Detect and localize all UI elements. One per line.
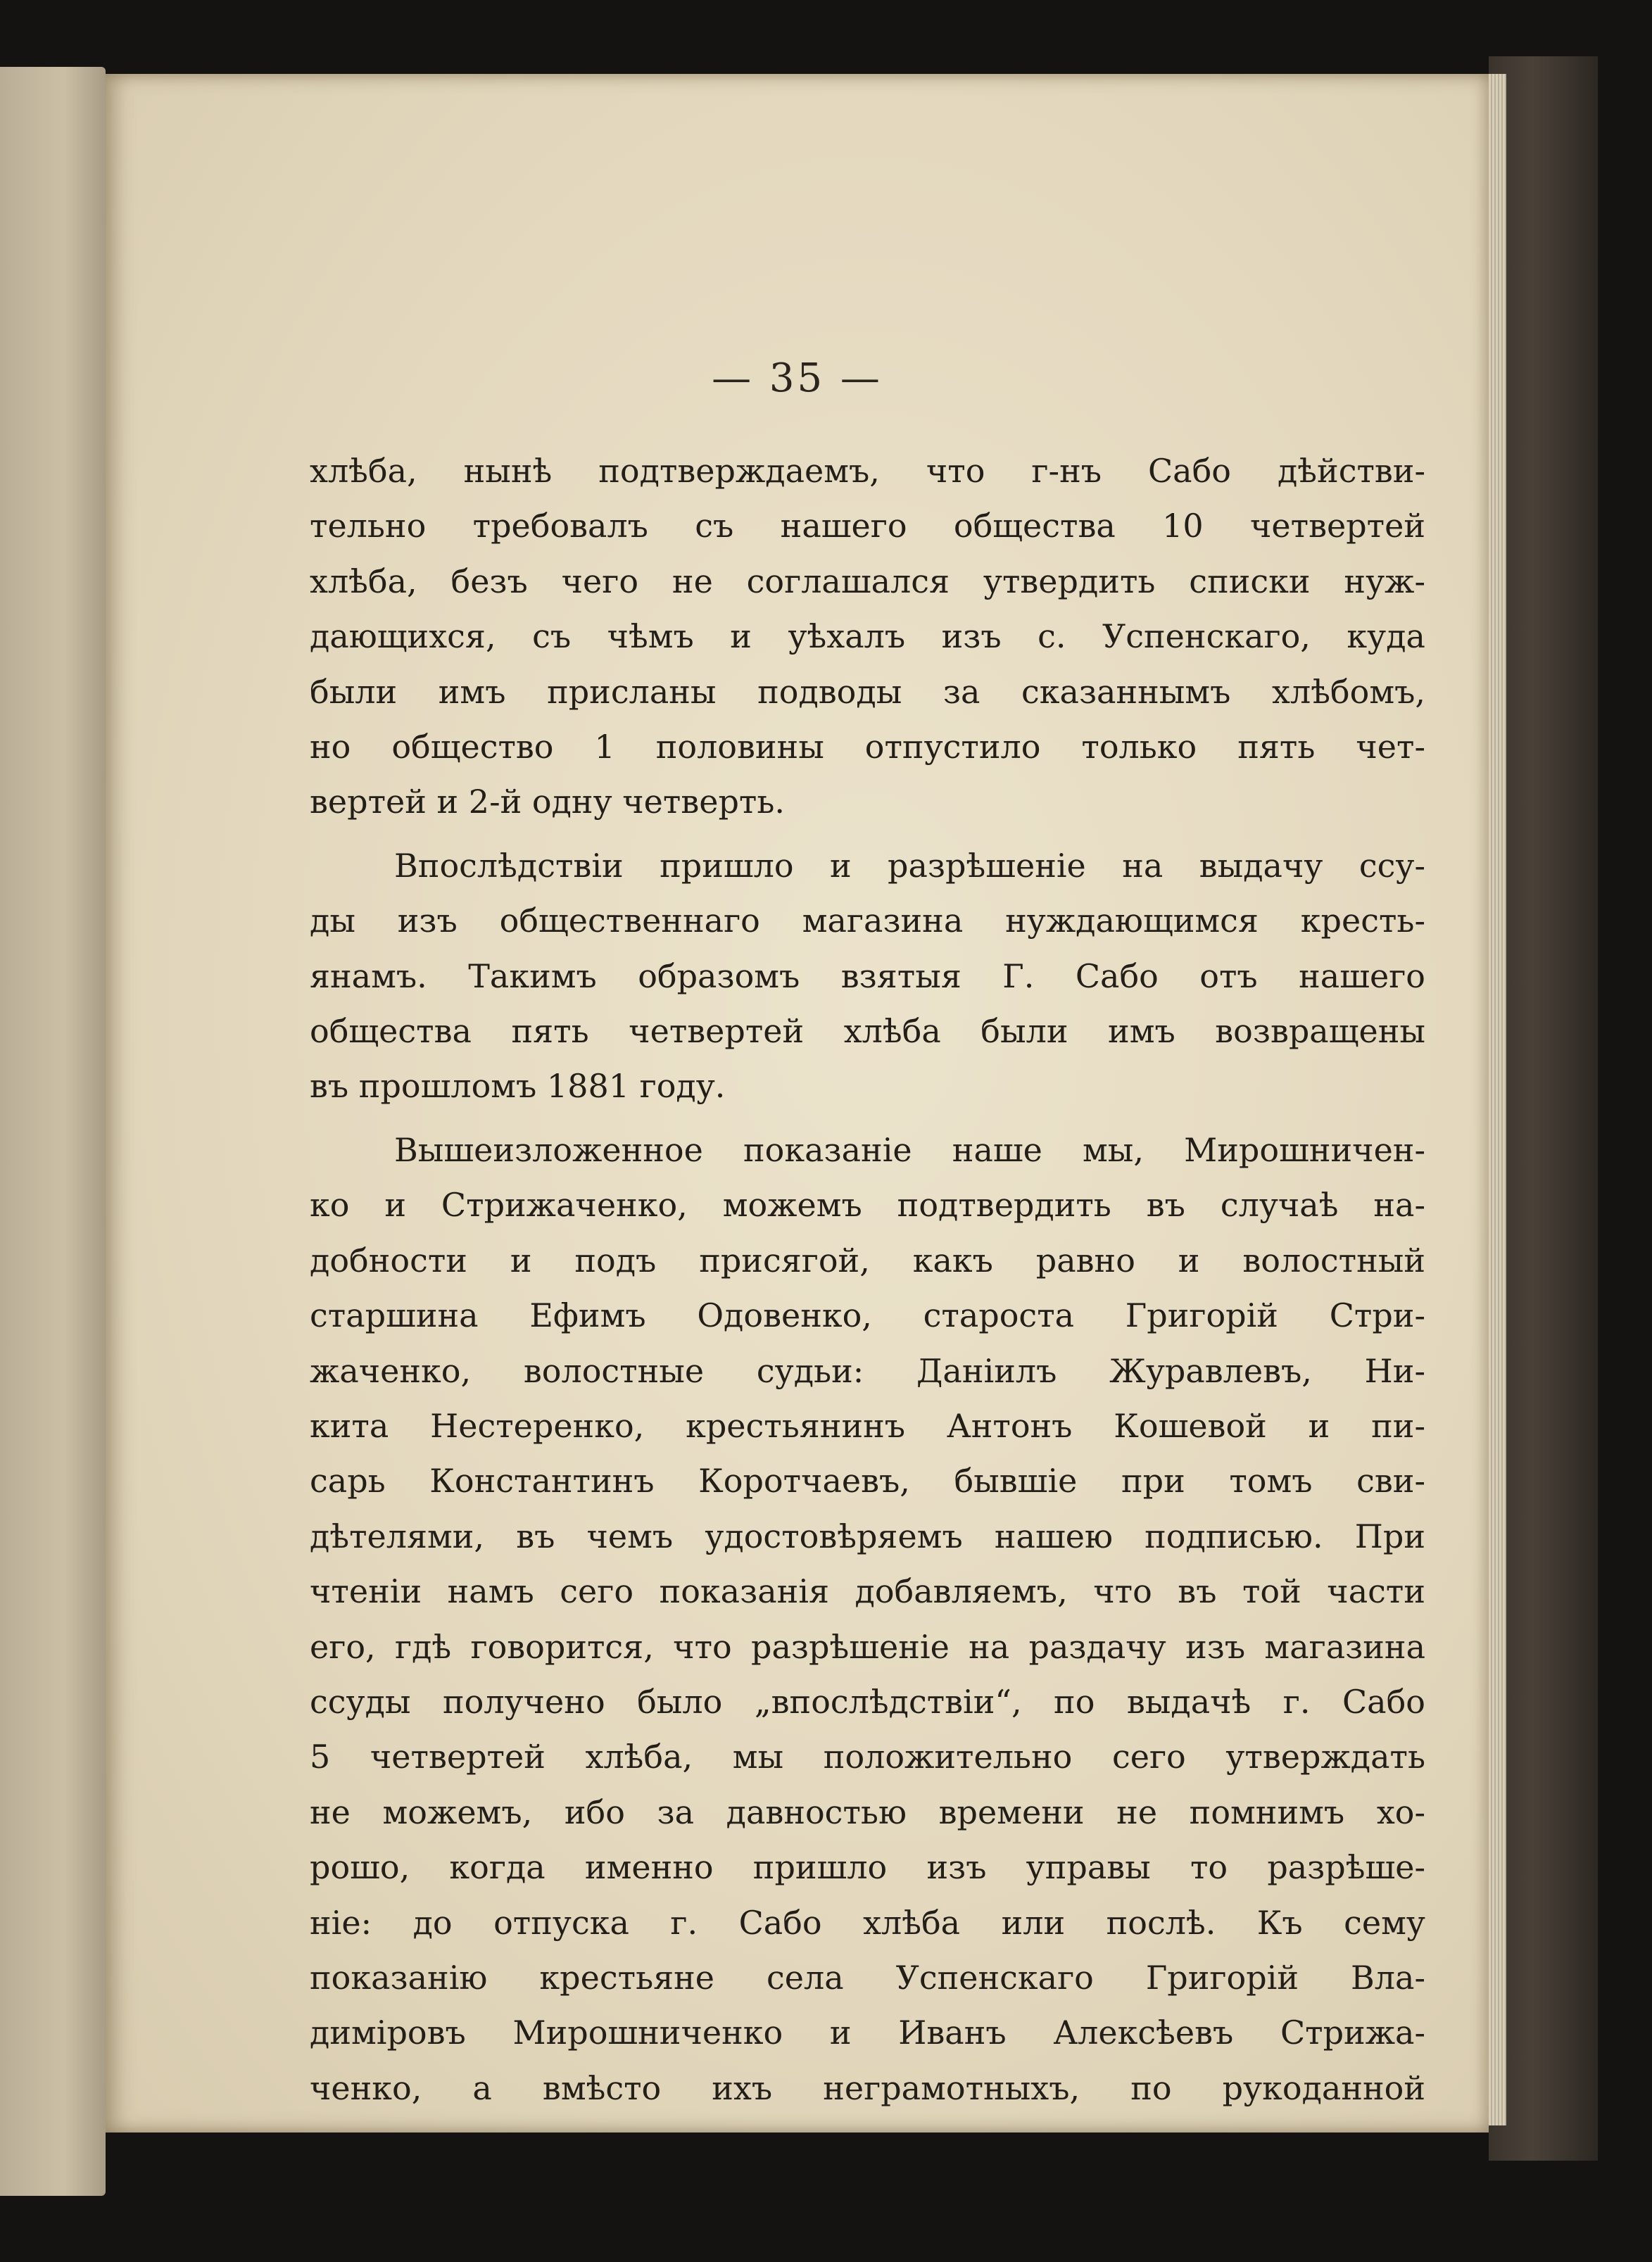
text-line: не можемъ, ибо за давностью времени не помнимъ хо- <box>310 1793 1425 1831</box>
text-line: диміровъ Мирошниченко и Иванъ Алексѣевъ Стрижа- <box>310 2014 1425 2052</box>
text-line: жаченко, волостные судьи: Даніилъ Журавлевъ, Ни- <box>310 1351 1425 1390</box>
text-line: чтеніи намъ сего показанія добавляемъ, что въ той части <box>310 1572 1425 1611</box>
text-line: кита Нестеренко, крестьянинъ Антонъ Кошевой и пи- <box>310 1406 1425 1445</box>
text-line: дающихся, съ чѣмъ и уѣхалъ изъ с. Успенскаго, куда <box>310 617 1425 656</box>
text-line: въ прошломъ 1881 году. <box>310 1067 726 1106</box>
text-line: рошо, когда именно пришло изъ управы то разрѣше- <box>310 1848 1425 1887</box>
text-line: янамъ. Такимъ образомъ взятыя Г. Сабо отъ нашего <box>310 956 1425 995</box>
paragraph-1 <box>310 443 1425 830</box>
text-line: но общество 1 половины отпустило только пять чет- <box>310 728 1425 766</box>
text-line: тельно требовалъ съ нашего общества 10 четвертей <box>310 507 1425 545</box>
text-line: дѣтелями, въ чемъ удостовѣряемъ нашею подписью. При <box>310 1517 1425 1555</box>
text-line: хлѣба, нынѣ подтверждаемъ, что г-нъ Сабо дѣйстви- <box>310 452 1425 490</box>
text-line: добности и подъ присягой, какъ равно и волостный <box>310 1241 1425 1280</box>
text-line: его, гдѣ говорится, что разрѣшеніе на раздачу изъ магазина <box>310 1627 1425 1666</box>
text-line: ченко, а вмѣсто ихъ неграмотныхъ, по рукоданной <box>310 2068 1425 2107</box>
text-line: Впослѣдствіи пришло и разрѣшеніе на выдачу ссу- <box>394 846 1425 885</box>
text-line: вертей и 2-й одну четверть. <box>310 783 786 821</box>
text-line: ніе: до отпуска г. Сабо хлѣба или послѣ. Къ сему <box>310 1903 1425 1942</box>
text-line: сарь Константинъ Коротчаевъ, бывшіе при томъ сви- <box>310 1462 1425 1500</box>
text-line: ссуды получено было „впослѣдствіи“, по выдачѣ г. Сабо <box>310 1682 1425 1721</box>
text-line: 5 четвертей хлѣба, мы положительно сего утверждать <box>310 1738 1425 1776</box>
body-text <box>310 443 1425 2116</box>
text-line: Вышеизложенное показаніе наше мы, Мирошничен- <box>394 1130 1425 1169</box>
text-line: были имъ присланы подводы за сказаннымъ хлѣбомъ, <box>310 672 1425 711</box>
previous-page-edge <box>0 67 106 2196</box>
text-line: хлѣба, безъ чего не соглашался утвердить списки нуж- <box>310 562 1425 600</box>
text-line: старшина Ефимъ Одовенко, староста Григорій Стри- <box>310 1296 1425 1335</box>
paragraph-2 <box>310 838 1425 1114</box>
text-line: общества пять четвертей хлѣба были имъ возвращены <box>310 1012 1425 1051</box>
paragraph-3 <box>310 1123 1425 2116</box>
text-line: ко и Стрижаченко, можемъ подтвердить въ случаѣ на- <box>310 1186 1425 1225</box>
page-number: — 35 — <box>712 355 883 401</box>
text-line: показанію крестьяне села Успенскаго Григорій Вла- <box>310 1958 1425 1997</box>
text-line: ды изъ общественнаго магазина нуждающимся кресть- <box>310 902 1425 940</box>
book-page <box>106 74 1489 2133</box>
